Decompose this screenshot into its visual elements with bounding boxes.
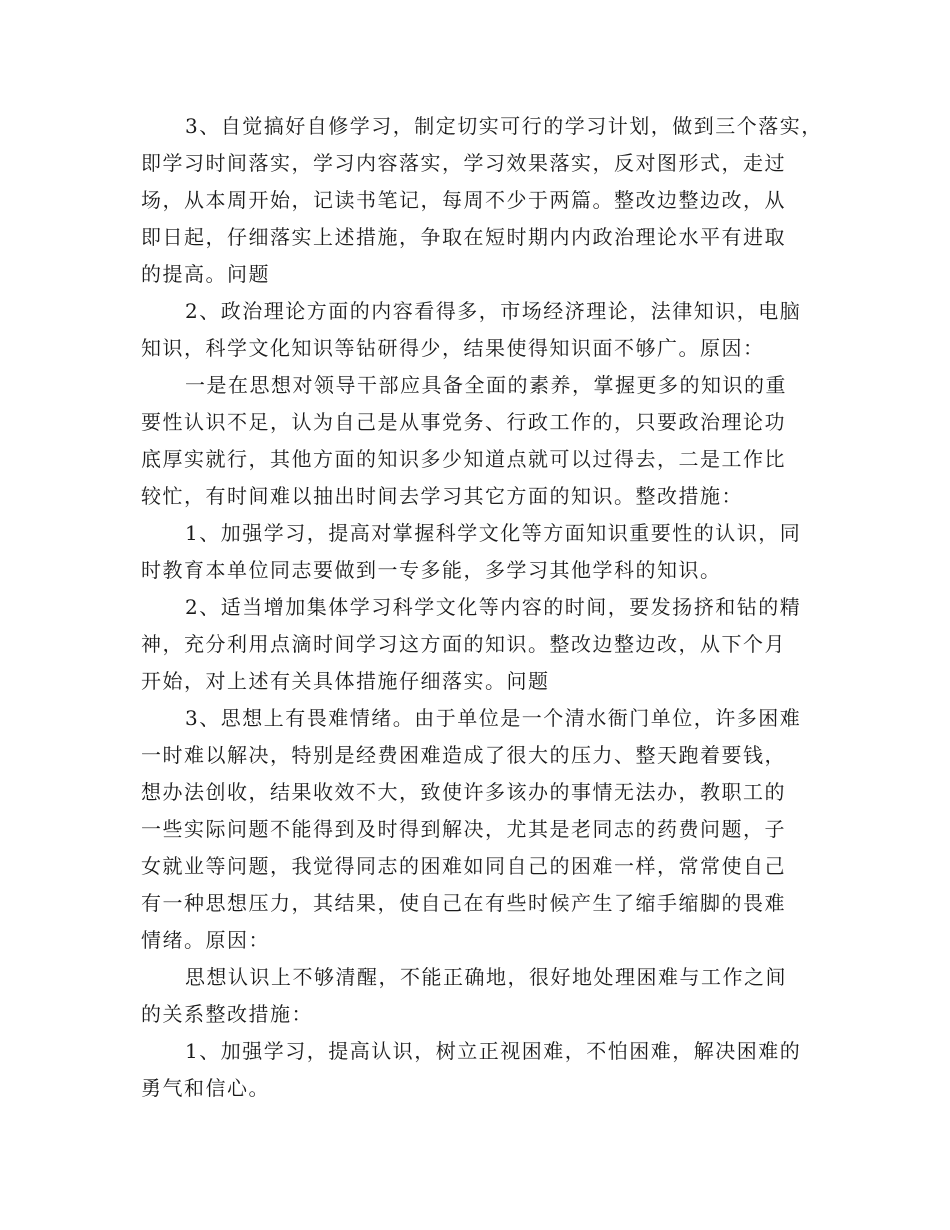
- paragraph-line: 神，充分利用点滴时间学习这方面的知识。整改边整边改，从下个月: [141, 632, 786, 656]
- paragraph-line: 女就业等问题，我觉得同志的困难如同自己的困难一样，常常使自己: [141, 854, 786, 878]
- paragraph-line: 要性认识不足，认为自己是从事党务、行政工作的，只要政治理论功: [141, 410, 786, 434]
- document-body: [141, 108, 821, 1107]
- paragraph-line: 场，从本周开始，记读书笔记，每周不少于两篇。整改边整边改，从: [141, 188, 786, 212]
- paragraph-line: 2、适当增加集体学习科学文化等内容的时间，要发扬挤和钻的精: [185, 595, 802, 619]
- paragraph-line: 即日起，仔细落实上述措施，争取在短时期内内政治理论水平有进取: [141, 225, 786, 249]
- paragraph-line: 3、思想上有畏难情绪。由于单位是一个清水衙门单位，许多困难: [185, 706, 802, 730]
- paragraph-line: 情绪。原因：: [141, 928, 270, 952]
- paragraph-line: 时教育本单位同志要做到一专多能，多学习其他学科的知识。: [141, 558, 722, 582]
- paragraph-line: 一是在思想对领导干部应具备全面的素养，掌握更多的知识的重: [185, 373, 787, 397]
- paragraph-line: 的提高。问题: [141, 262, 270, 286]
- paragraph-line: 较忙，有时间难以抽出时间去学习其它方面的知识。整改措施：: [141, 484, 743, 508]
- paragraph-line: 勇气和信心。: [141, 1076, 270, 1100]
- paragraph-line: 有一种思想压力，其结果，使自己在有些时候产生了缩手缩脚的畏难: [141, 891, 786, 915]
- paragraph-line: 开始，对上述有关具体措施仔细落实。问题: [141, 669, 550, 693]
- paragraph-line: 即学习时间落实，学习内容落实，学习效果落实，反对图形式，走过: [141, 151, 786, 175]
- paragraph-line: 2、政治理论方面的内容看得多，市场经济理论，法律知识，电脑: [185, 299, 802, 323]
- paragraph-line: 3、自觉搞好自修学习，制定切实可行的学习计划，做到三个落实，: [185, 114, 823, 138]
- paragraph-line: 思想认识上不够清醒，不能正确地，很好地处理困难与工作之间: [185, 965, 787, 989]
- paragraph-line: 知识，科学文化知识等钻研得少，结果使得知识面不够广。原因：: [141, 336, 765, 360]
- paragraph-line: 1、加强学习，提高对掌握科学文化等方面知识重要性的认识，同: [185, 521, 802, 545]
- paragraph-line: 底厚实就行，其他方面的知识多少知道点就可以过得去，二是工作比: [141, 447, 786, 471]
- paragraph-line: 一些实际问题不能得到及时得到解决，尤其是老同志的药费问题，子: [141, 817, 786, 841]
- paragraph-line: 1、加强学习，提高认识，树立正视困难，不怕困难，解决困难的: [185, 1039, 802, 1063]
- paragraph-line: 的关系整改措施：: [141, 1002, 313, 1026]
- paragraph-line: 想办法创收，结果收效不大，致使许多该办的事情无法办，教职工的: [141, 780, 786, 804]
- paragraph-line: 一时难以解决，特别是经费困难造成了很大的压力、整天跑着要钱，: [141, 743, 786, 767]
